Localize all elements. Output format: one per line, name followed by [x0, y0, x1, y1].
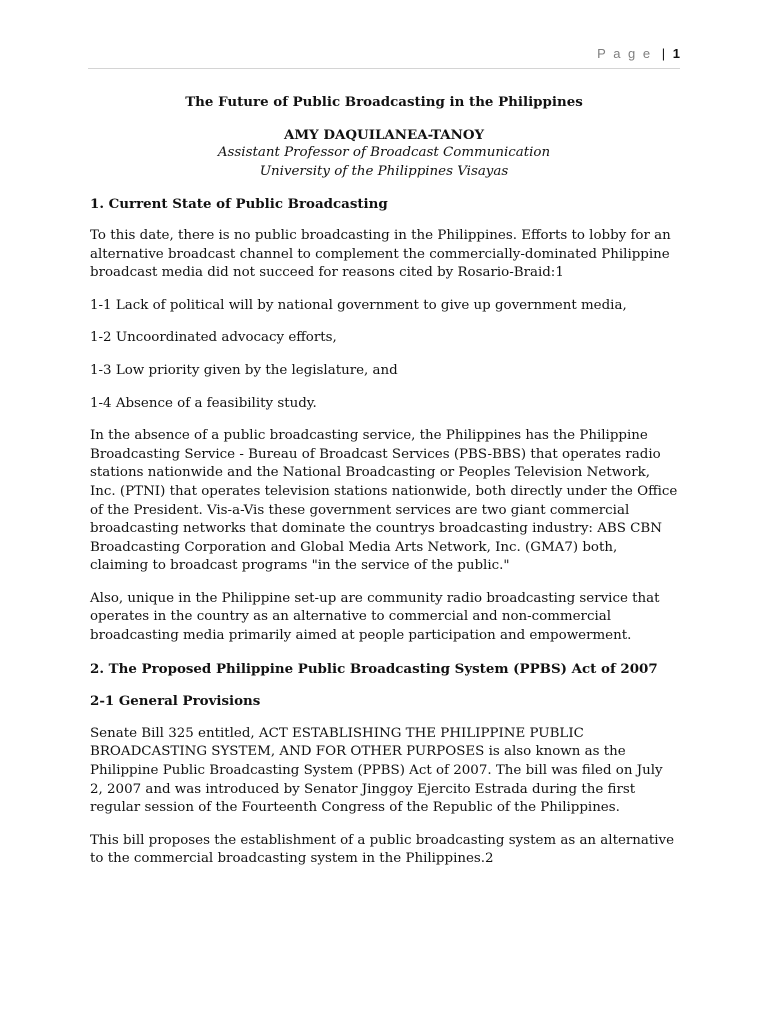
section-1-paragraph-3: Also, unique in the Philippine set-up are community radio broadcasting service that operates in the country as an alternative to commercial and non-commercial broadcasting media primarily aimed at people participation and empowerment. — [90, 590, 660, 644]
reason-item-1: 1-1 Lack of political will by national government to give up government media, — [90, 297, 627, 313]
page-label: P a g e — [597, 46, 653, 61]
author-name: AMY DAQUILANEA-TANOY — [283, 126, 485, 143]
section-1-paragraph-2: In the absence of a public broadcasting service, the Philippines has the Philippine Broadcasting Service - Bureau of Broadcast Services (PBS-BBS) that operates radio stations nationwide and the National Broadcasting or Peoples Television Network, Inc. (PTNI) that operates television stations nationwide, both directly under the Office of the President. Vis-a-Vis these government services are two giant commercial broadcasting networks that dominate the countrys broadcasting industry: ABS CBN Broadcasting Corporation and Global Media Arts Network, Inc. (GMA7) both, claiming to broadcast programs "in the service of the public." — [90, 428, 678, 574]
author-title: Assistant Professor of Broadcast Communication — [217, 145, 551, 161]
section-2-1-heading: 2-1 General Provisions — [90, 693, 261, 710]
page-separator: | — [661, 46, 666, 61]
document-body — [90, 93, 678, 883]
author-institution: University of the Philippines Visayas — [259, 163, 509, 179]
section-2-heading: 2. The Proposed Philippine Public Broadcasting System (PPBS) Act of 2007 — [90, 660, 658, 677]
reason-item-3: 1-3 Low priority given by the legislature, and — [90, 362, 398, 378]
page-number: 1 — [672, 46, 680, 61]
page-header — [88, 46, 680, 69]
document-title: The Future of Public Broadcasting in the Philippines — [185, 94, 583, 110]
section-2-paragraph-1: Senate Bill 325 entitled, ACT ESTABLISHING THE PHILIPPINE PUBLIC BROADCASTING SYSTEM, AND FOR OTHER PURPOSES is also known as the Philippine Public Broadcasting System (PPBS) Act of 2007. The bill was filed on July 2, 2007 and was introduced by Senator Jinggoy Ejercito Estrada during the first regular session of the Fourteenth Congress of the Republic of the Philippines. — [90, 725, 663, 816]
section-2-paragraph-2: This bill proposes the establishment of a public broadcasting system as an alternative to the commercial broadcasting system in the Philippines.2 — [90, 832, 675, 867]
reason-item-4: 1-4 Absence of a feasibility study. — [90, 395, 317, 411]
reason-item-2: 1-2 Uncoordinated advocacy efforts, — [90, 330, 337, 346]
section-1-intro: To this date, there is no public broadcasting in the Philippines. Efforts to lobby for an alternative broadcast channel to complement the commercially-dominated Philippine broadcast media did not succeed for reasons cited by Rosario-Braid:1 — [90, 227, 671, 281]
section-1-heading: 1. Current State of Public Broadcasting — [90, 196, 388, 213]
